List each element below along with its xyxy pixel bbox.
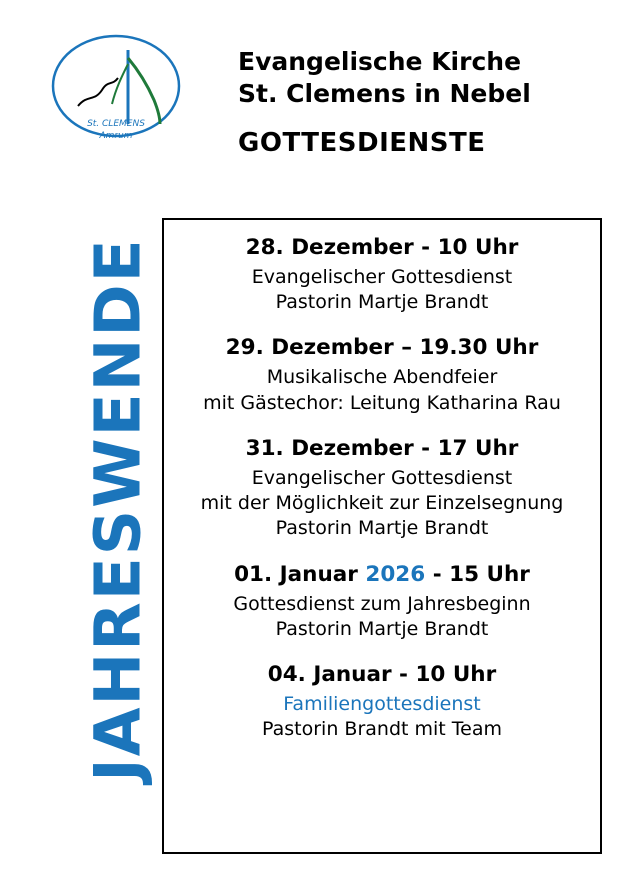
service-detail-line: Pastorin Martje Brandt [275,517,489,540]
service-date-text: 29. Dezember – 19.30 Uhr [225,335,539,361]
header-block [238,46,618,158]
service-detail-line: Pastorin Martje Brandt [275,617,489,640]
header-subtitle: GOTTESDIENSTE [238,128,486,158]
service-detail-line: Gottesdienst zum Jahresbeginn [233,592,531,615]
service-date [174,334,590,362]
service-detail-line: Evangelischer Gottesdienst [251,265,513,288]
service-detail-line: Evangelischer Gottesdienst [251,466,513,489]
service-detail-line: Pastorin Martje Brandt [275,291,489,314]
service-date [174,561,590,589]
service-date-year: 2026 [365,561,426,587]
service-date-text: 31. Dezember - 17 Uhr [245,435,519,461]
service-date-text: 04. Januar - 10 Uhr [267,662,497,688]
service-date [174,234,590,262]
service-detail-line: Pastorin Brandt mit Team [262,718,502,741]
service-date-text: 01. Januar [234,561,366,587]
service-entry [174,561,590,642]
header-line-1: Evangelische Kirche [238,47,522,76]
services-list [162,218,602,854]
logo-text-bottom: Amrum [99,131,133,141]
service-date-suffix: - 15 Uhr [425,561,530,587]
service-entry [174,234,590,315]
church-logo [42,28,202,148]
header-line-2: St. Clemens in Nebel [238,79,531,108]
service-detail-line: mit der Möglichkeit zur Einzelsegnung [200,492,564,515]
service-date-text: 28. Dezember - 10 Uhr [245,235,519,260]
service-detail-line: Familiengottesdienst [283,693,481,716]
service-entry [174,435,590,542]
logo-text-top: St. CLEMENS [87,119,145,129]
service-detail-line: mit Gästechor: Leitung Katharina Rau [203,391,561,414]
service-entry [174,661,590,742]
service-entry [174,334,590,415]
service-date [174,661,590,689]
vertical-title: JAHRESWENDE [81,237,155,782]
service-detail-line: Musikalische Abendfeier [266,366,498,389]
service-date [174,435,590,463]
